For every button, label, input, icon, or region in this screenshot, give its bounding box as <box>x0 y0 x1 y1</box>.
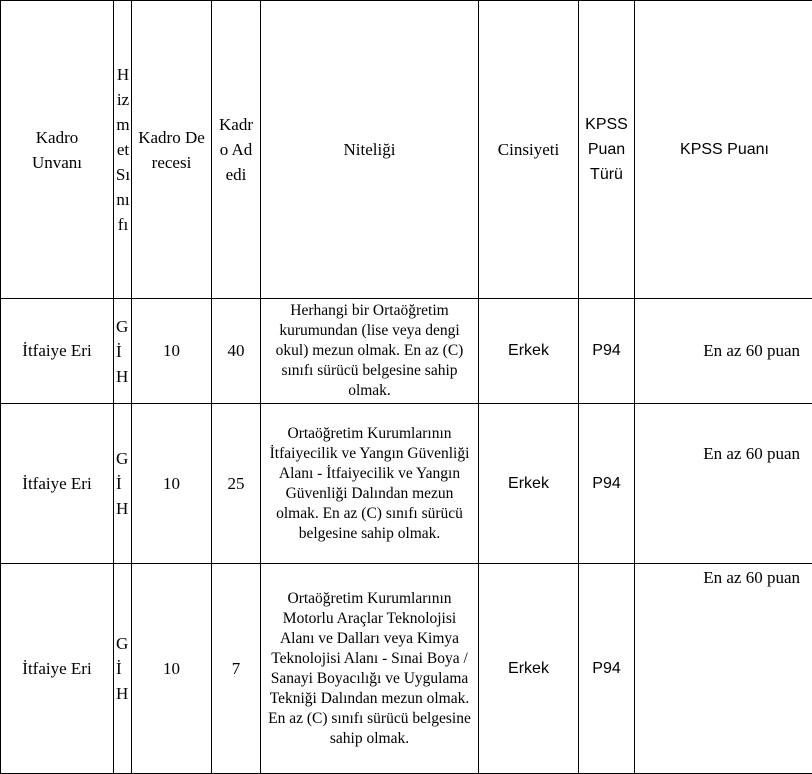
cell-nitelik: Ortaöğretim Kurumlarının İtfaiyecilik ve Yangın Güvenliği Alanı - İtfaiyecilik ve Yangın Güvenliği Dalından mezun olmak. En az (C) sınıfı sürücü belgesine sahip olmak. <box>261 404 479 564</box>
cell-cinsiyet: Erkek <box>479 404 579 564</box>
cell-puan: En az 60 puan <box>635 564 812 774</box>
cell-puan-turu: P94 <box>579 299 635 404</box>
header-niteligi: Niteliği <box>261 1 479 299</box>
cell-adet: 40 <box>212 299 261 404</box>
cell-unvan: İtfaiye Eri <box>1 404 114 564</box>
cell-sinif: GİH <box>114 299 132 404</box>
cell-unvan: İtfaiye Eri <box>1 299 114 404</box>
header-kadro-unvani: Kadro Unvanı <box>1 1 114 299</box>
header-row <box>1 1 812 299</box>
cell-derece: 10 <box>132 564 212 774</box>
cell-cinsiyet: Erkek <box>479 564 579 774</box>
header-kadro-adedi: Kadro Adedi <box>212 1 261 299</box>
cell-puan: En az 60 puan <box>635 404 812 564</box>
cell-derece: 10 <box>132 299 212 404</box>
header-cinsiyeti: Cinsiyeti <box>479 1 579 299</box>
header-kadro-derecesi: Kadro Derecesi <box>132 1 212 299</box>
table-row <box>1 564 812 774</box>
table-row <box>1 404 812 564</box>
cell-adet: 25 <box>212 404 261 564</box>
cell-unvan: İtfaiye Eri <box>1 564 114 774</box>
cell-nitelik: Ortaöğretim Kurumlarının Motorlu Araçlar Teknolojisi Alanı ve Dalları veya Kimya Teknolojisi Alanı - Sınai Boya / Sanayi Boyacılığı ve Uygulama Tekniği Dalından mezun olmak. En az (C) sınıfı sürücü belgesine sahip olmak. <box>261 564 479 774</box>
cell-sinif: GİH <box>114 404 132 564</box>
cell-puan-turu: P94 <box>579 564 635 774</box>
cell-puan-turu: P94 <box>579 404 635 564</box>
cell-nitelik: Herhangi bir Ortaöğretim kurumundan (lise veya dengi okul) mezun olmak. En az (C) sınıfı sürücü belgesine sahip olmak. <box>261 299 479 404</box>
cell-sinif: GİH <box>114 564 132 774</box>
table-row <box>1 299 812 404</box>
cell-cinsiyet: Erkek <box>479 299 579 404</box>
header-hizmet-sinifi: Hizmet Sınıfı <box>114 1 132 299</box>
cell-adet: 7 <box>212 564 261 774</box>
cell-puan: En az 60 puan <box>635 299 812 404</box>
cell-derece: 10 <box>132 404 212 564</box>
header-kpss-puan-turu: KPSS Puan Türü <box>579 1 635 299</box>
header-kpss-puani: KPSS Puanı <box>635 1 812 299</box>
